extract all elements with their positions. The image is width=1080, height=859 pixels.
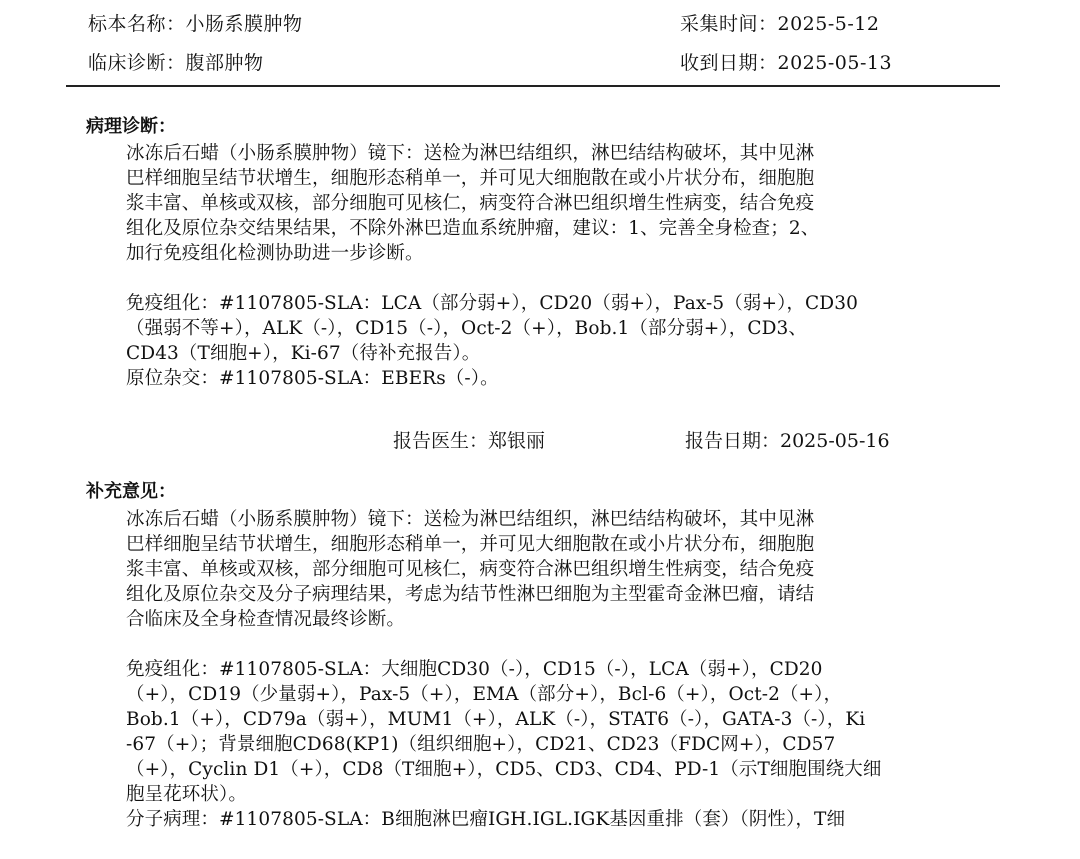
text-line: 组化及原位杂交及分子病理结果，考虑为结节性淋巴细胞为主型霍奇金淋巴瘤，请结 <box>126 584 815 605</box>
clinical-diagnosis: 临床诊断：腹部肿物 <box>88 52 264 74</box>
ihc-line: -67（+）；背景细胞CD68(KP1)（组织细胞+），CD21、CD23（FDC网+），CD57 <box>126 734 836 755</box>
text-line: 组化及原位杂交结果结果，不除外淋巴造血系统肿瘤，建议：1、完善全身检查；2、 <box>126 218 820 239</box>
ihc-line: Bob.1（+），CD79a（弱+），MUM1（+），ALK（-），STAT6（-），GATA-3（-），Ki <box>126 709 866 730</box>
ihc-line: CD43（T细胞+），Ki-67（待补充报告）。 <box>126 343 481 364</box>
ihc-line: （+），Cyclin D1（+），CD8（T细胞+），CD5、CD3、CD4、PD-1（示T细胞围绕大细 <box>126 759 882 780</box>
ihc-line: （+），CD19（少量弱+），Pax-5（+），EMA（部分+），Bcl-6（+），Oct-2（+）， <box>126 684 843 705</box>
supplement-text <box>126 507 936 832</box>
text-line: 冰冻后石蜡（小肠系膜肿物）镜下：送检为淋巴结组织，淋巴结结构破坏，其中见淋 <box>126 143 815 164</box>
molecular-line: 分子病理：#1107805-SLA：B细胞淋巴瘤IGH.IGL.IGK基因重排（套）（阴性），T细 <box>126 809 846 830</box>
received-date: 收到日期：2025-05-13 <box>680 52 893 74</box>
text-line: 合临床及全身检查情况最终诊断。 <box>126 609 406 630</box>
supplement-title: 补充意见： <box>86 481 176 502</box>
text-line: 加行免疫组化检测协助进一步诊断。 <box>126 243 424 264</box>
collection-time: 采集时间：2025-5-12 <box>680 13 880 35</box>
specimen-name: 标本名称：小肠系膜肿物 <box>88 13 303 35</box>
text-line: 浆丰富、单核或双核，部分细胞可见核仁，病变符合淋巴组织增生性病变，结合免疫 <box>126 559 815 580</box>
pathology-diagnosis-title: 病理诊断： <box>86 116 176 137</box>
report-doctor: 报告医生：郑银丽 <box>393 430 546 452</box>
ihc-line: 免疫组化：#1107805-SLA：LCA（部分弱+），CD20（弱+），Pax-5（弱+），CD30 <box>126 293 858 314</box>
text-line: 巴样细胞呈结节状增生，细胞形态稍单一，并可见大细胞散在或小片状分布，细胞胞 <box>126 534 815 555</box>
ihc-line: （强弱不等+），ALK（-），CD15（-），Oct-2（+），Bob.1（部分弱+），CD3、 <box>126 318 808 339</box>
text-line: 冰冻后石蜡（小肠系膜肿物）镜下：送检为淋巴结组织，淋巴结结构破坏，其中见淋 <box>126 509 815 530</box>
ihc-line: 免疫组化：#1107805-SLA：大细胞CD30（-），CD15（-），LCA（弱+），CD20 <box>126 659 823 680</box>
header-divider <box>66 85 1000 87</box>
pathology-diagnosis-text <box>126 141 936 391</box>
text-line: 巴样细胞呈结节状增生，细胞形态稍单一，并可见大细胞散在或小片状分布，细胞胞 <box>126 168 815 189</box>
ish-line: 原位杂交：#1107805-SLA：EBERs（-）。 <box>126 368 499 389</box>
text-line: 浆丰富、单核或双核，部分细胞可见核仁，病变符合淋巴组织增生性病变，结合免疫 <box>126 193 815 214</box>
report-date: 报告日期：2025-05-16 <box>685 430 890 452</box>
ihc-line: 胞呈花环状）。 <box>126 784 247 805</box>
